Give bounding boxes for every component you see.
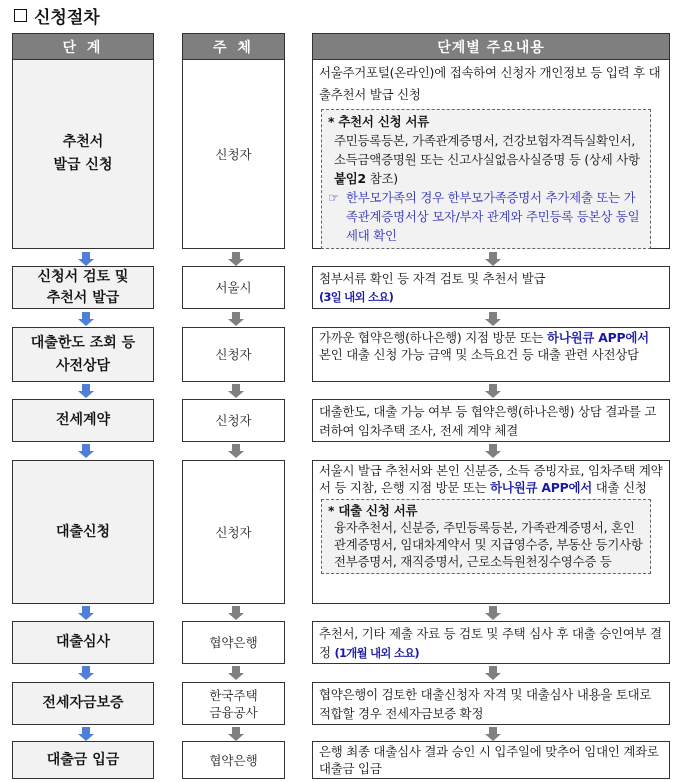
content-text: 대출한도, 대출 가능 여부 등 협약은행(하나은행) 상담 결과를 고려하여 임차주택 조사, 전세 계약 체결 bbox=[319, 404, 657, 438]
stage-label-line: 신청서 검토 및 bbox=[37, 268, 129, 285]
content-cell bbox=[312, 460, 670, 604]
content-text: 은행 최종 대출심사 결과 승인 시 입주일에 맞추어 임대인 계좌로 대출금 입금 bbox=[319, 744, 659, 776]
stage-label-line: 대출금 입금 bbox=[46, 751, 120, 768]
required-docs-body bbox=[328, 131, 644, 188]
content-cell bbox=[312, 741, 670, 779]
actor-cell bbox=[182, 621, 285, 664]
actor-cell bbox=[182, 327, 285, 382]
actor-label: 협약은행 bbox=[209, 635, 258, 650]
actor-label: 금융공사 bbox=[209, 704, 258, 720]
actor-label: 서울시 bbox=[215, 280, 252, 295]
column-header-content: 단계별 주요내용 bbox=[312, 33, 670, 60]
column-header-actor: 주 체 bbox=[182, 33, 285, 60]
stage-recommendation-request bbox=[12, 59, 154, 249]
content-text: 협약은행이 검토한 대출신청자 자격 및 대출심사 내용을 토대로 적합할 경우 전세자금보증 확정 bbox=[319, 687, 652, 721]
stage-label-line: 추천서 발급 bbox=[46, 289, 120, 306]
actor-cell bbox=[182, 460, 285, 604]
content-text: 첨부서류 확인 등 자격 검토 및 추천서 발급 bbox=[319, 271, 546, 286]
content-text-after: 대출 신청 bbox=[592, 479, 647, 495]
stage-label-line: 발급 신청 bbox=[53, 157, 113, 173]
stage-label-line: 전세계약 bbox=[55, 412, 111, 428]
actor-label: 협약은행 bbox=[209, 752, 258, 768]
stage-loan-review bbox=[12, 621, 154, 664]
docs-tail-text: 참조) bbox=[365, 171, 398, 186]
actor-cell bbox=[182, 399, 285, 442]
duration-highlight: (3일 내외 소요) bbox=[319, 290, 394, 304]
stage-loan-disbursement bbox=[12, 741, 154, 779]
stage-deposit-guarantee bbox=[12, 682, 154, 725]
stage-loan-application bbox=[12, 460, 154, 604]
content-cell bbox=[312, 266, 670, 309]
stage-lease-contract bbox=[12, 399, 154, 442]
stage-label-line: 대출심사 bbox=[55, 634, 111, 650]
required-docs-body: 융자추천서, 신분증, 주민등록등본, 가족관계증명서, 혼인관계증명서, 임대차계약서 및 지급영수증, 부동산 등기사항 전부증명서, 재직증명서, 근로소득원천징수영수증 등 bbox=[334, 520, 643, 569]
actor-label: 한국주택 bbox=[209, 687, 258, 703]
content-text: 서울주거포털(온라인)에 접속하여 신청자 개인정보 등 입력 후 대출추천서 발급 신청 bbox=[319, 65, 661, 102]
checkbox-square-icon bbox=[14, 9, 27, 22]
actor-cell bbox=[182, 682, 285, 725]
content-text-before: 서울시 발급 추천서와 본인 신분증, 소득 증빙자료, 임차주택 계약서 등 지참, 은행 지점 방문 또는 bbox=[319, 463, 663, 495]
stage-label-line: 대출한도 조회 등 bbox=[30, 334, 136, 351]
stage-label-line: 대출신청 bbox=[55, 523, 111, 540]
actor-label: 신청자 bbox=[215, 413, 252, 428]
attachment-reference: 붙임2 bbox=[334, 171, 366, 186]
content-text bbox=[319, 463, 663, 496]
actor-cell bbox=[182, 741, 285, 779]
required-docs-title: * 추천서 신청 서류 bbox=[328, 114, 430, 129]
column-header-stage: 단 계 bbox=[12, 33, 154, 60]
stage-pre-consultation bbox=[12, 327, 154, 382]
content-cell bbox=[312, 59, 670, 249]
content-cell bbox=[312, 682, 670, 725]
stage-label-line: 추천서 bbox=[62, 134, 104, 150]
stage-review-issue bbox=[12, 266, 154, 309]
required-docs-title: * 대출 신청 서류 bbox=[328, 503, 418, 518]
required-docs-box bbox=[321, 499, 651, 574]
section-title-text: 신청절차 bbox=[34, 7, 100, 28]
app-highlight: 하나원큐 APP에서 bbox=[547, 330, 649, 345]
stage-label-line: 사전상담 bbox=[55, 357, 111, 374]
actor-cell bbox=[182, 266, 285, 309]
content-cell bbox=[312, 327, 670, 382]
content-cell bbox=[312, 621, 670, 664]
actor-label: 신청자 bbox=[215, 146, 252, 162]
section-title bbox=[14, 2, 100, 28]
app-highlight: 하나원큐 APP에서 bbox=[490, 479, 593, 495]
required-docs-box bbox=[321, 109, 651, 249]
content-text: 가까운 협약은행(하나은행) 지점 방문 또는 bbox=[319, 330, 548, 345]
single-parent-note bbox=[328, 188, 644, 245]
actor-label: 신청자 bbox=[215, 347, 252, 362]
actor-cell bbox=[182, 59, 285, 249]
docs-body-text: 주민등록등본, 가족관계증명서, 건강보험자격득실확인서, 소득금액증명원 또는 신고사실없음사실증명 등 (상세 사항 bbox=[334, 133, 640, 167]
note-text: 한부모가족의 경우 한부모가족증명서 추가제출 또는 가족관계증명서상 모자/부자 관계와 주민등록 등본상 동일세대 확인 bbox=[346, 190, 640, 243]
duration-highlight: (1개월 내외 소요) bbox=[334, 646, 419, 660]
content-cell bbox=[312, 399, 670, 442]
stage-label-line: 전세자금보증 bbox=[42, 695, 124, 711]
content-text: 추천서, 기타 제출 자료 등 검토 및 주택 심사 후 대출 승인여부 결정 bbox=[319, 626, 662, 660]
content-text: 본인 대출 신청 가능 금액 및 소득요건 등 대출 관련 사전상담 bbox=[319, 346, 639, 362]
pointing-hand-icon: ☞ bbox=[328, 190, 339, 205]
actor-label: 신청자 bbox=[215, 524, 252, 540]
